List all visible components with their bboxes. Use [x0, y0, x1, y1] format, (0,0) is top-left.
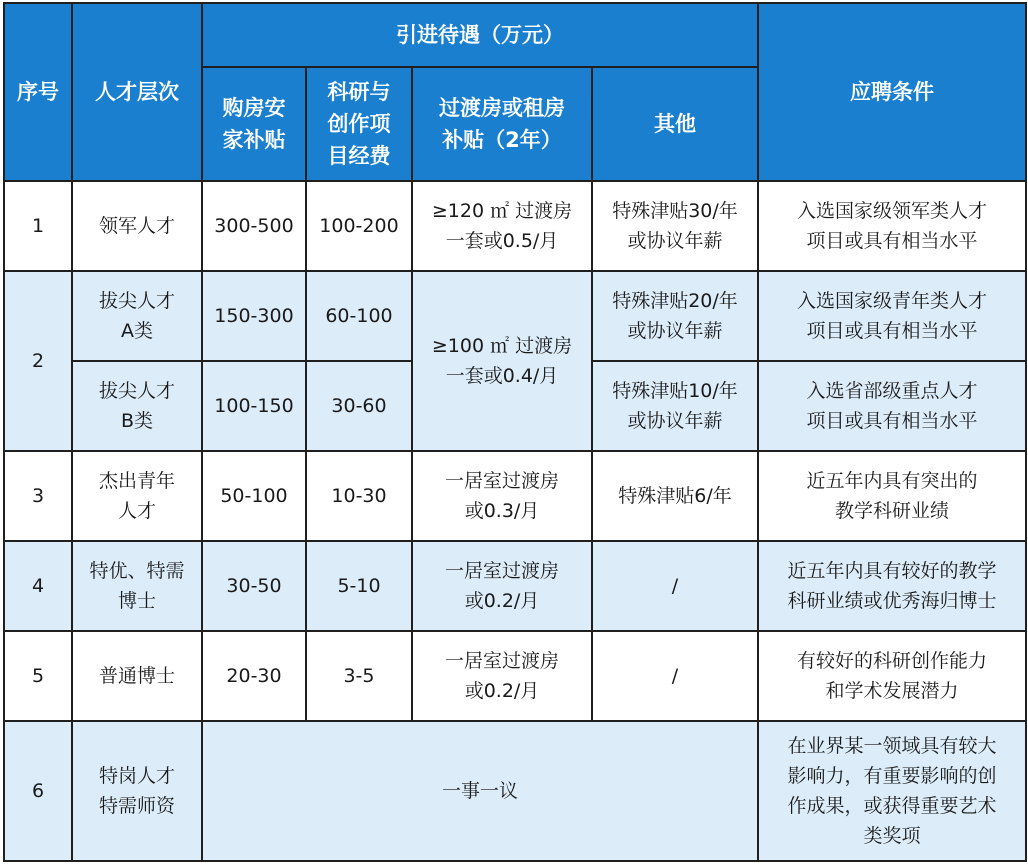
cell-research-funding: 10-30 [306, 451, 412, 541]
cell-conditions: 在业界某一领域具有较大 影响力，有重要影响的创 作成果，或获得重要艺术 类奖项 [758, 721, 1026, 861]
cell-housing-subsidy: 150-300 [202, 271, 306, 361]
cell-other: 特殊津贴30/年 或协议年薪 [592, 181, 758, 271]
cell-conditions: 近五年内具有较好的教学 科研业绩或优秀海归博士 [758, 541, 1026, 631]
cell-housing-subsidy: 30-50 [202, 541, 306, 631]
cell-other: 特殊津贴6/年 [592, 451, 758, 541]
cell-transition-housing: ≥120 ㎡ 过渡房 一套或0.5/月 [412, 181, 592, 271]
table-row [4, 451, 1026, 541]
cell-transition-housing: ≥100 ㎡ 过渡房 一套或0.4/月 [412, 271, 592, 451]
table-row [4, 541, 1026, 631]
header-other: 其他 [592, 67, 758, 181]
cell-talent-level: 特岗人才 特需师资 [72, 721, 202, 861]
header-transition-housing: 过渡房或租房 补贴（2年） [412, 67, 592, 181]
cell-research-funding: 60-100 [306, 271, 412, 361]
cell-seq: 4 [4, 541, 72, 631]
cell-transition-housing: 一居室过渡房 或0.2/月 [412, 631, 592, 721]
cell-seq: 2 [4, 271, 72, 451]
cell-conditions: 入选国家级青年类人才 项目或具有相当水平 [758, 271, 1026, 361]
cell-research-funding: 30-60 [306, 361, 412, 451]
table-row [4, 721, 1026, 861]
cell-research-funding: 3-5 [306, 631, 412, 721]
cell-conditions: 入选省部级重点人才 项目或具有相当水平 [758, 361, 1026, 451]
cell-housing-subsidy: 100-150 [202, 361, 306, 451]
cell-talent-level: 拔尖人才 A类 [72, 271, 202, 361]
cell-seq: 5 [4, 631, 72, 721]
header-talent-level: 人才层次 [72, 3, 202, 181]
header-conditions: 应聘条件 [758, 3, 1026, 181]
cell-research-funding: 5-10 [306, 541, 412, 631]
cell-housing-subsidy: 50-100 [202, 451, 306, 541]
cell-conditions: 近五年内具有突出的 教学科研业绩 [758, 451, 1026, 541]
cell-other: / [592, 631, 758, 721]
table-row [4, 181, 1026, 271]
cell-talent-level: 拔尖人才 B类 [72, 361, 202, 451]
cell-talent-level: 领军人才 [72, 181, 202, 271]
cell-other: / [592, 541, 758, 631]
cell-research-funding: 100-200 [306, 181, 412, 271]
cell-talent-level: 普通博士 [72, 631, 202, 721]
table-row [4, 271, 1026, 361]
cell-seq: 6 [4, 721, 72, 861]
cell-housing-subsidy: 20-30 [202, 631, 306, 721]
cell-talent-level: 杰出青年 人才 [72, 451, 202, 541]
talent-treatment-table [3, 2, 1027, 862]
cell-housing-subsidy: 300-500 [202, 181, 306, 271]
cell-transition-housing: 一居室过渡房 或0.2/月 [412, 541, 592, 631]
header-research-funding: 科研与 创作项 目经费 [306, 67, 412, 181]
table-row [4, 631, 1026, 721]
header-seq: 序号 [4, 3, 72, 181]
cell-conditions: 入选国家级领军类人才 项目或具有相当水平 [758, 181, 1026, 271]
cell-talent-level: 特优、特需 博士 [72, 541, 202, 631]
cell-treatment-negotiated: 一事一议 [202, 721, 758, 861]
cell-other: 特殊津贴20/年 或协议年薪 [592, 271, 758, 361]
header-treatment-group: 引进待遇（万元） [202, 3, 758, 67]
cell-conditions: 有较好的科研创作能力 和学术发展潜力 [758, 631, 1026, 721]
cell-seq: 1 [4, 181, 72, 271]
header-housing-subsidy: 购房安 家补贴 [202, 67, 306, 181]
cell-transition-housing: 一居室过渡房 或0.3/月 [412, 451, 592, 541]
cell-other: 特殊津贴10/年 或协议年薪 [592, 361, 758, 451]
cell-seq: 3 [4, 451, 72, 541]
